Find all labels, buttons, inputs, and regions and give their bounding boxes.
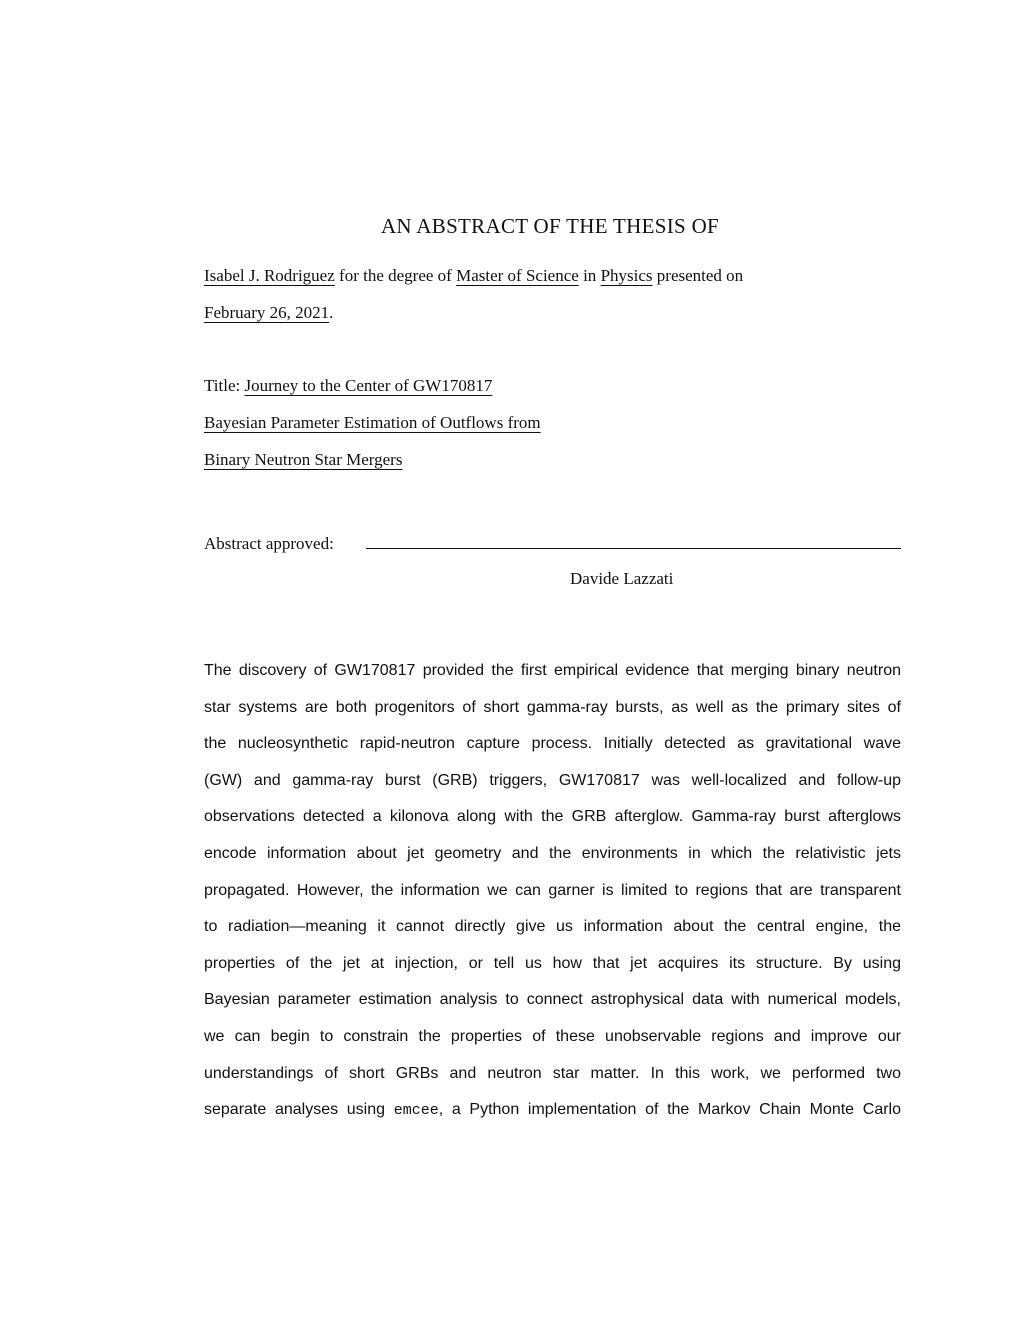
degree-prefix: for the degree of (339, 266, 452, 285)
emcee-code: emcee (393, 1102, 439, 1120)
abstract-line: (GW) and gamma-ray burst (GRB) triggers, GW170817 was well-localized and follow-up (204, 771, 901, 789)
presentation-date: February 26, 2021 (204, 303, 330, 322)
abstract-line: to radiation—meaning it cannot directly give us information about the central engine, the (204, 918, 901, 936)
title-line-2 (204, 413, 541, 433)
degree-name: Master of Science (456, 266, 579, 285)
thesis-title-line-3: Binary Neutron Star Mergers (204, 450, 403, 469)
abstract-line: star systems are both progenitors of short gamma-ray bursts, as well as the primary sites of (204, 698, 901, 716)
abstract-text: separate analyses using (204, 1101, 386, 1119)
thesis-title-line-1: Journey to the Center of GW170817 (244, 376, 493, 395)
abstract-line: encode information about jet geometry and the environments in which the relativistic jets (204, 844, 901, 862)
abstract-line: the nucleosynthetic rapid-neutron capture process. Initially detected as gravitational wave (204, 735, 901, 753)
field-prefix: in (583, 266, 597, 285)
field-name: Physics (600, 266, 653, 285)
thesis-title-line-2: Bayesian Parameter Estimation of Outflows from (204, 413, 541, 432)
date-suffix: . (329, 303, 334, 322)
signature-line (366, 548, 901, 549)
abstract-line: Bayesian parameter estimation analysis to connect astrophysical data with numerical models, (204, 991, 901, 1009)
author-name: Isabel J. Rodriguez (204, 266, 335, 285)
date-line (204, 303, 333, 323)
title-line-1 (204, 376, 492, 396)
abstract-text: , a Python implementation of the Markov Chain Monte Carlo (438, 1101, 901, 1119)
abstract-line: observations detected a kilonova along with the GRB afterglow. Gamma-ray burst afterglows (204, 808, 901, 826)
abstract-line: we can begin to constrain the properties of these unobservable regions and improve our (204, 1027, 901, 1045)
abstract-line: understandings of short GRBs and neutron star matter. In this work, we performed two (204, 1064, 901, 1082)
title-line-3 (204, 450, 402, 470)
abstract-last-line (204, 1098, 901, 1135)
title-label: Title: (204, 376, 241, 395)
approval-label: Abstract approved: (204, 534, 334, 553)
author-line (204, 266, 743, 286)
abstract-line: properties of the jet at injection, or tell us how that jet acquires its structure. By using (204, 954, 901, 972)
advisor-name: Davide Lazzati (570, 569, 674, 588)
date-prefix: presented on (656, 266, 744, 285)
abstract-line: propagated. However, the information we can garner is limited to regions that are transparent (204, 881, 901, 899)
page-title: AN ABSTRACT OF THE THESIS OF (380, 214, 720, 238)
abstract-line: The discovery of GW170817 provided the first empirical evidence that merging binary neutron (204, 662, 901, 679)
abstract-body (204, 659, 901, 1135)
